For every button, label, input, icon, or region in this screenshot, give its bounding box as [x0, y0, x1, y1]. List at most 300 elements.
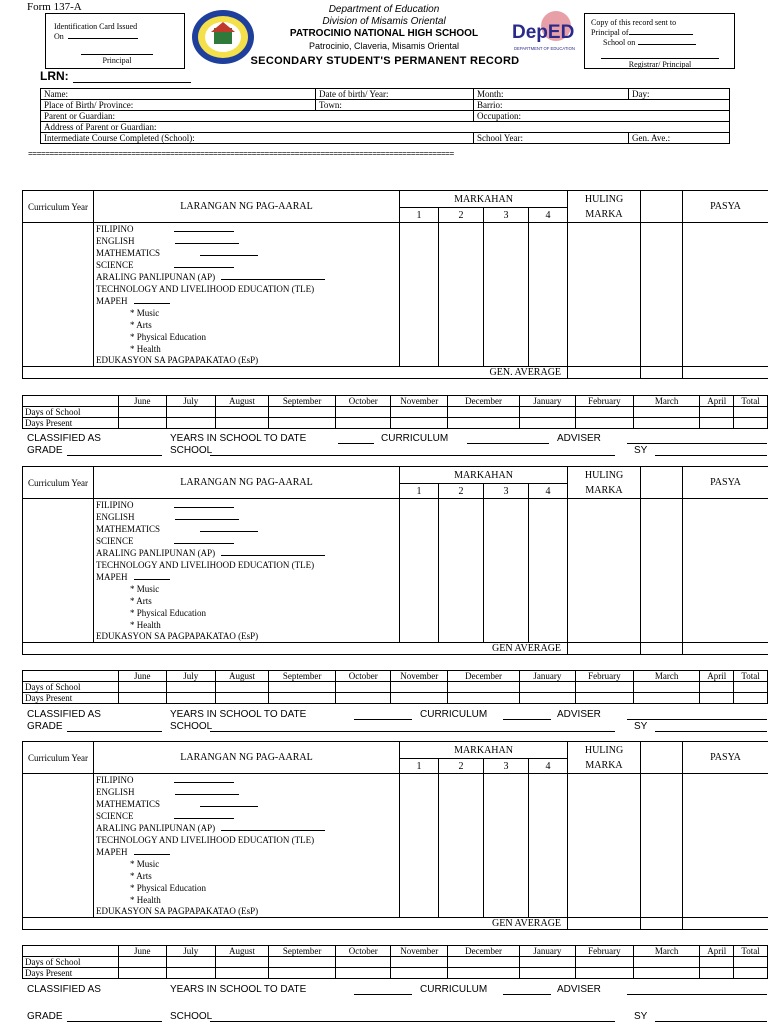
pasya-cell[interactable] — [683, 535, 768, 547]
gen-ave-field[interactable]: Gen. Ave.: — [629, 133, 730, 144]
quarter-grade-cell[interactable] — [439, 619, 484, 631]
quarter-grade-cell[interactable] — [400, 247, 439, 259]
attendance-cell[interactable] — [391, 418, 448, 429]
curriculum-year-cell[interactable] — [23, 499, 94, 511]
quarter-grade-cell[interactable] — [529, 786, 568, 798]
attendance-cell[interactable] — [575, 968, 633, 979]
quarter-grade-cell[interactable] — [484, 247, 529, 259]
quarter-grade-cell[interactable] — [529, 271, 568, 283]
pasya-cell[interactable] — [683, 307, 768, 319]
quarter-grade-cell[interactable] — [439, 571, 484, 583]
quarter-grade-cell[interactable] — [400, 535, 439, 547]
curriculum-year-cell[interactable] — [23, 319, 94, 331]
pasya-cell[interactable] — [683, 247, 768, 259]
attendance-cell[interactable] — [268, 968, 336, 979]
quarter-grade-cell[interactable] — [529, 822, 568, 834]
attendance-cell[interactable] — [166, 407, 216, 418]
years-in-school-field[interactable] — [354, 719, 412, 720]
attendance-cell[interactable] — [575, 418, 633, 429]
final-grade-cell[interactable] — [568, 499, 641, 511]
quarter-grade-cell[interactable] — [484, 559, 529, 571]
final-grade-cell[interactable] — [568, 547, 641, 559]
curriculum-year-cell[interactable] — [23, 870, 94, 882]
attendance-cell[interactable] — [734, 693, 768, 704]
attendance-cell[interactable] — [734, 407, 768, 418]
quarter-grade-cell[interactable] — [439, 834, 484, 846]
quarter-grade-cell[interactable] — [400, 619, 439, 631]
final-grade-cell[interactable] — [568, 319, 641, 331]
final-grade-cell[interactable] — [568, 511, 641, 523]
attendance-cell[interactable] — [119, 407, 166, 418]
attendance-cell[interactable] — [336, 407, 391, 418]
quarter-grade-cell[interactable] — [529, 247, 568, 259]
quarter-grade-cell[interactable] — [400, 774, 439, 786]
quarter-grade-cell[interactable] — [400, 559, 439, 571]
curriculum-year-cell[interactable] — [23, 355, 94, 367]
quarter-grade-cell[interactable] — [484, 223, 529, 235]
quarter-grade-cell[interactable] — [400, 223, 439, 235]
attendance-cell[interactable] — [519, 957, 575, 968]
school-field[interactable] — [210, 731, 615, 732]
attendance-cell[interactable] — [268, 418, 336, 429]
quarter-grade-cell[interactable] — [484, 595, 529, 607]
quarter-grade-cell[interactable] — [484, 571, 529, 583]
curriculum-year-cell[interactable] — [23, 343, 94, 355]
quarter-grade-cell[interactable] — [439, 870, 484, 882]
quarter-grade-cell[interactable] — [529, 547, 568, 559]
attendance-cell[interactable] — [633, 693, 699, 704]
attendance-cell[interactable] — [216, 968, 269, 979]
quarter-grade-cell[interactable] — [439, 810, 484, 822]
curriculum-year-cell[interactable] — [23, 223, 94, 235]
final-grade-cell[interactable] — [568, 271, 641, 283]
gen-average-value[interactable] — [568, 367, 641, 379]
quarter-grade-cell[interactable] — [400, 547, 439, 559]
attendance-cell[interactable] — [700, 968, 734, 979]
attendance-cell[interactable] — [633, 407, 699, 418]
quarter-grade-cell[interactable] — [439, 319, 484, 331]
quarter-grade-cell[interactable] — [400, 259, 439, 271]
quarter-grade-cell[interactable] — [529, 295, 568, 307]
curriculum-year-cell[interactable] — [23, 822, 94, 834]
final-grade-cell[interactable] — [568, 571, 641, 583]
pasya-cell[interactable] — [683, 906, 768, 918]
quarter-grade-cell[interactable] — [484, 259, 529, 271]
final-grade-cell[interactable] — [568, 559, 641, 571]
grade-field[interactable] — [67, 455, 162, 456]
final-grade-cell[interactable] — [568, 870, 641, 882]
final-grade-cell[interactable] — [568, 810, 641, 822]
pasya-cell[interactable] — [683, 822, 768, 834]
attendance-cell[interactable] — [633, 968, 699, 979]
adviser-field[interactable] — [627, 719, 767, 720]
curriculum-field[interactable] — [503, 719, 551, 720]
quarter-grade-cell[interactable] — [439, 595, 484, 607]
attendance-cell[interactable] — [336, 968, 391, 979]
quarter-grade-cell[interactable] — [529, 499, 568, 511]
name-field[interactable]: Name: — [41, 89, 316, 100]
final-grade-cell[interactable] — [568, 607, 641, 619]
adviser-field[interactable] — [627, 443, 767, 444]
attendance-cell[interactable] — [700, 682, 734, 693]
curriculum-year-cell[interactable] — [23, 235, 94, 247]
quarter-grade-cell[interactable] — [484, 511, 529, 523]
pasya-cell[interactable] — [683, 619, 768, 631]
quarter-grade-cell[interactable] — [529, 906, 568, 918]
final-grade-cell[interactable] — [568, 331, 641, 343]
quarter-grade-cell[interactable] — [400, 906, 439, 918]
quarter-grade-cell[interactable] — [439, 355, 484, 367]
quarter-grade-cell[interactable] — [484, 235, 529, 247]
quarter-grade-cell[interactable] — [529, 355, 568, 367]
intermediate-course-field[interactable]: Intermediate Course Completed (School): — [41, 133, 474, 144]
pasya-cell[interactable] — [683, 834, 768, 846]
pasya-cell[interactable] — [683, 846, 768, 858]
attendance-cell[interactable] — [734, 682, 768, 693]
quarter-grade-cell[interactable] — [400, 235, 439, 247]
quarter-grade-cell[interactable] — [529, 559, 568, 571]
curriculum-year-cell[interactable] — [23, 619, 94, 631]
pasya-cell[interactable] — [683, 259, 768, 271]
curriculum-year-cell[interactable] — [23, 607, 94, 619]
attendance-cell[interactable] — [166, 693, 216, 704]
quarter-grade-cell[interactable] — [529, 798, 568, 810]
quarter-grade-cell[interactable] — [439, 798, 484, 810]
curriculum-year-cell[interactable] — [23, 846, 94, 858]
final-grade-cell[interactable] — [568, 355, 641, 367]
curriculum-year-cell[interactable] — [23, 247, 94, 259]
pasya-cell[interactable] — [683, 810, 768, 822]
quarter-grade-cell[interactable] — [439, 499, 484, 511]
quarter-grade-cell[interactable] — [484, 583, 529, 595]
quarter-grade-cell[interactable] — [484, 894, 529, 906]
quarter-grade-cell[interactable] — [400, 595, 439, 607]
attendance-cell[interactable] — [268, 407, 336, 418]
quarter-grade-cell[interactable] — [484, 607, 529, 619]
final-grade-cell[interactable] — [568, 295, 641, 307]
final-grade-cell[interactable] — [568, 523, 641, 535]
quarter-grade-cell[interactable] — [529, 631, 568, 643]
curriculum-year-cell[interactable] — [23, 583, 94, 595]
final-grade-cell[interactable] — [568, 235, 641, 247]
curriculum-year-cell[interactable] — [23, 894, 94, 906]
gen-average-value[interactable] — [568, 918, 641, 930]
quarter-grade-cell[interactable] — [529, 774, 568, 786]
attendance-cell[interactable] — [575, 957, 633, 968]
lrn-field[interactable] — [73, 82, 191, 83]
final-grade-cell[interactable] — [568, 822, 641, 834]
quarter-grade-cell[interactable] — [484, 810, 529, 822]
pasya-cell[interactable] — [683, 798, 768, 810]
quarter-grade-cell[interactable] — [439, 223, 484, 235]
quarter-grade-cell[interactable] — [484, 547, 529, 559]
final-grade-cell[interactable] — [568, 786, 641, 798]
curriculum-year-cell[interactable] — [23, 535, 94, 547]
final-grade-cell[interactable] — [568, 774, 641, 786]
attendance-cell[interactable] — [391, 682, 448, 693]
occupation-field[interactable]: Occupation: — [474, 111, 730, 122]
place-of-birth-field[interactable]: Place of Birth/ Province: — [41, 100, 316, 111]
attendance-cell[interactable] — [700, 407, 734, 418]
attendance-cell[interactable] — [448, 957, 520, 968]
quarter-grade-cell[interactable] — [439, 631, 484, 643]
attendance-cell[interactable] — [119, 682, 166, 693]
curriculum-year-cell[interactable] — [23, 307, 94, 319]
dob-day-field[interactable]: Day: — [629, 89, 730, 100]
school-year-field[interactable]: School Year: — [474, 133, 629, 144]
final-grade-cell[interactable] — [568, 798, 641, 810]
attendance-cell[interactable] — [519, 693, 575, 704]
final-grade-cell[interactable] — [568, 882, 641, 894]
quarter-grade-cell[interactable] — [400, 271, 439, 283]
gen-average-pasya[interactable] — [683, 918, 768, 930]
quarter-grade-cell[interactable] — [400, 846, 439, 858]
barrio-field[interactable]: Barrio: — [474, 100, 730, 111]
pasya-cell[interactable] — [683, 499, 768, 511]
dob-month-field[interactable]: Month: — [474, 89, 629, 100]
quarter-grade-cell[interactable] — [400, 810, 439, 822]
parent-field[interactable]: Parent or Guardian: — [41, 111, 474, 122]
quarter-grade-cell[interactable] — [484, 499, 529, 511]
quarter-grade-cell[interactable] — [400, 295, 439, 307]
quarter-grade-cell[interactable] — [529, 870, 568, 882]
quarter-grade-cell[interactable] — [484, 846, 529, 858]
pasya-cell[interactable] — [683, 894, 768, 906]
quarter-grade-cell[interactable] — [439, 786, 484, 798]
quarter-grade-cell[interactable] — [439, 523, 484, 535]
pasya-cell[interactable] — [683, 319, 768, 331]
quarter-grade-cell[interactable] — [529, 235, 568, 247]
quarter-grade-cell[interactable] — [400, 786, 439, 798]
quarter-grade-cell[interactable] — [439, 247, 484, 259]
curriculum-year-cell[interactable] — [23, 571, 94, 583]
quarter-grade-cell[interactable] — [529, 595, 568, 607]
curriculum-year-cell[interactable] — [23, 906, 94, 918]
final-grade-cell[interactable] — [568, 259, 641, 271]
final-grade-cell[interactable] — [568, 595, 641, 607]
attendance-cell[interactable] — [700, 418, 734, 429]
quarter-grade-cell[interactable] — [439, 283, 484, 295]
attendance-cell[interactable] — [700, 693, 734, 704]
grade-field[interactable] — [67, 731, 162, 732]
quarter-grade-cell[interactable] — [529, 343, 568, 355]
attendance-cell[interactable] — [700, 957, 734, 968]
town-field[interactable]: Town: — [316, 100, 474, 111]
pasya-cell[interactable] — [683, 331, 768, 343]
quarter-grade-cell[interactable] — [400, 523, 439, 535]
quarter-grade-cell[interactable] — [400, 822, 439, 834]
quarter-grade-cell[interactable] — [439, 295, 484, 307]
curriculum-year-cell[interactable] — [23, 810, 94, 822]
attendance-cell[interactable] — [519, 968, 575, 979]
quarter-grade-cell[interactable] — [529, 307, 568, 319]
gen-average-value[interactable] — [568, 643, 641, 655]
quarter-grade-cell[interactable] — [439, 774, 484, 786]
curriculum-year-cell[interactable] — [23, 547, 94, 559]
final-grade-cell[interactable] — [568, 894, 641, 906]
quarter-grade-cell[interactable] — [484, 822, 529, 834]
attendance-cell[interactable] — [391, 968, 448, 979]
pasya-cell[interactable] — [683, 631, 768, 643]
school-field[interactable] — [210, 1021, 615, 1022]
pasya-cell[interactable] — [683, 283, 768, 295]
quarter-grade-cell[interactable] — [484, 331, 529, 343]
attendance-cell[interactable] — [336, 957, 391, 968]
quarter-grade-cell[interactable] — [484, 307, 529, 319]
attendance-cell[interactable] — [575, 693, 633, 704]
quarter-grade-cell[interactable] — [439, 535, 484, 547]
final-grade-cell[interactable] — [568, 906, 641, 918]
attendance-cell[interactable] — [216, 693, 269, 704]
quarter-grade-cell[interactable] — [529, 882, 568, 894]
pasya-cell[interactable] — [683, 571, 768, 583]
quarter-grade-cell[interactable] — [529, 511, 568, 523]
final-grade-cell[interactable] — [568, 631, 641, 643]
quarter-grade-cell[interactable] — [400, 499, 439, 511]
curriculum-year-cell[interactable] — [23, 295, 94, 307]
attendance-cell[interactable] — [391, 693, 448, 704]
quarter-grade-cell[interactable] — [400, 882, 439, 894]
quarter-grade-cell[interactable] — [400, 571, 439, 583]
quarter-grade-cell[interactable] — [484, 858, 529, 870]
curriculum-year-cell[interactable] — [23, 631, 94, 643]
attendance-cell[interactable] — [575, 682, 633, 693]
pasya-cell[interactable] — [683, 343, 768, 355]
attendance-cell[interactable] — [633, 418, 699, 429]
attendance-cell[interactable] — [268, 693, 336, 704]
quarter-grade-cell[interactable] — [400, 343, 439, 355]
quarter-grade-cell[interactable] — [400, 583, 439, 595]
quarter-grade-cell[interactable] — [529, 523, 568, 535]
attendance-cell[interactable] — [166, 968, 216, 979]
years-in-school-field[interactable] — [354, 994, 412, 995]
attendance-cell[interactable] — [519, 407, 575, 418]
sy-field[interactable] — [655, 455, 767, 456]
quarter-grade-cell[interactable] — [400, 834, 439, 846]
quarter-grade-cell[interactable] — [400, 858, 439, 870]
attendance-cell[interactable] — [336, 693, 391, 704]
pasya-cell[interactable] — [683, 559, 768, 571]
sy-field[interactable] — [655, 731, 767, 732]
attendance-cell[interactable] — [216, 407, 269, 418]
dob-year-field[interactable]: Date of birth/ Year: — [316, 89, 474, 100]
quarter-grade-cell[interactable] — [484, 834, 529, 846]
quarter-grade-cell[interactable] — [484, 906, 529, 918]
curriculum-year-cell[interactable] — [23, 882, 94, 894]
pasya-cell[interactable] — [683, 882, 768, 894]
quarter-grade-cell[interactable] — [439, 511, 484, 523]
sy-field[interactable] — [655, 1021, 767, 1022]
attendance-cell[interactable] — [633, 957, 699, 968]
quarter-grade-cell[interactable] — [529, 834, 568, 846]
quarter-grade-cell[interactable] — [400, 894, 439, 906]
pasya-cell[interactable] — [683, 295, 768, 307]
attendance-cell[interactable] — [119, 693, 166, 704]
attendance-cell[interactable] — [166, 682, 216, 693]
final-grade-cell[interactable] — [568, 846, 641, 858]
quarter-grade-cell[interactable] — [439, 846, 484, 858]
gen-average-pasya[interactable] — [683, 367, 768, 379]
attendance-cell[interactable] — [166, 418, 216, 429]
curriculum-year-cell[interactable] — [23, 595, 94, 607]
pasya-cell[interactable] — [683, 858, 768, 870]
quarter-grade-cell[interactable] — [484, 523, 529, 535]
quarter-grade-cell[interactable] — [484, 619, 529, 631]
final-grade-cell[interactable] — [568, 283, 641, 295]
quarter-grade-cell[interactable] — [400, 511, 439, 523]
quarter-grade-cell[interactable] — [439, 343, 484, 355]
quarter-grade-cell[interactable] — [484, 631, 529, 643]
curriculum-year-cell[interactable] — [23, 523, 94, 535]
quarter-grade-cell[interactable] — [484, 343, 529, 355]
quarter-grade-cell[interactable] — [529, 331, 568, 343]
curriculum-year-cell[interactable] — [23, 858, 94, 870]
quarter-grade-cell[interactable] — [439, 259, 484, 271]
curriculum-year-cell[interactable] — [23, 774, 94, 786]
quarter-grade-cell[interactable] — [400, 607, 439, 619]
quarter-grade-cell[interactable] — [439, 547, 484, 559]
quarter-grade-cell[interactable] — [439, 906, 484, 918]
attendance-cell[interactable] — [391, 407, 448, 418]
quarter-grade-cell[interactable] — [439, 271, 484, 283]
quarter-grade-cell[interactable] — [484, 774, 529, 786]
attendance-cell[interactable] — [448, 682, 520, 693]
pasya-cell[interactable] — [683, 583, 768, 595]
attendance-cell[interactable] — [336, 682, 391, 693]
quarter-grade-cell[interactable] — [439, 822, 484, 834]
quarter-grade-cell[interactable] — [529, 894, 568, 906]
grade-field[interactable] — [67, 1021, 162, 1022]
final-grade-cell[interactable] — [568, 307, 641, 319]
quarter-grade-cell[interactable] — [439, 607, 484, 619]
quarter-grade-cell[interactable] — [529, 283, 568, 295]
quarter-grade-cell[interactable] — [529, 583, 568, 595]
quarter-grade-cell[interactable] — [400, 319, 439, 331]
parent-address-field[interactable]: Address of Parent or Guardian: — [41, 122, 730, 133]
curriculum-year-cell[interactable] — [23, 786, 94, 798]
attendance-cell[interactable] — [448, 693, 520, 704]
quarter-grade-cell[interactable] — [484, 271, 529, 283]
quarter-grade-cell[interactable] — [484, 295, 529, 307]
final-grade-cell[interactable] — [568, 343, 641, 355]
quarter-grade-cell[interactable] — [484, 535, 529, 547]
quarter-grade-cell[interactable] — [400, 631, 439, 643]
quarter-grade-cell[interactable] — [439, 858, 484, 870]
quarter-grade-cell[interactable] — [529, 810, 568, 822]
attendance-cell[interactable] — [519, 682, 575, 693]
attendance-cell[interactable] — [575, 407, 633, 418]
attendance-cell[interactable] — [734, 968, 768, 979]
quarter-grade-cell[interactable] — [484, 870, 529, 882]
attendance-cell[interactable] — [216, 957, 269, 968]
attendance-cell[interactable] — [119, 418, 166, 429]
quarter-grade-cell[interactable] — [439, 882, 484, 894]
final-grade-cell[interactable] — [568, 247, 641, 259]
quarter-grade-cell[interactable] — [400, 307, 439, 319]
quarter-grade-cell[interactable] — [484, 786, 529, 798]
final-grade-cell[interactable] — [568, 535, 641, 547]
final-grade-cell[interactable] — [568, 619, 641, 631]
quarter-grade-cell[interactable] — [400, 283, 439, 295]
curriculum-year-cell[interactable] — [23, 283, 94, 295]
quarter-grade-cell[interactable] — [400, 798, 439, 810]
final-grade-cell[interactable] — [568, 583, 641, 595]
curriculum-year-cell[interactable] — [23, 259, 94, 271]
attendance-cell[interactable] — [166, 957, 216, 968]
quarter-grade-cell[interactable] — [400, 870, 439, 882]
pasya-cell[interactable] — [683, 607, 768, 619]
adviser-field[interactable] — [627, 994, 767, 995]
